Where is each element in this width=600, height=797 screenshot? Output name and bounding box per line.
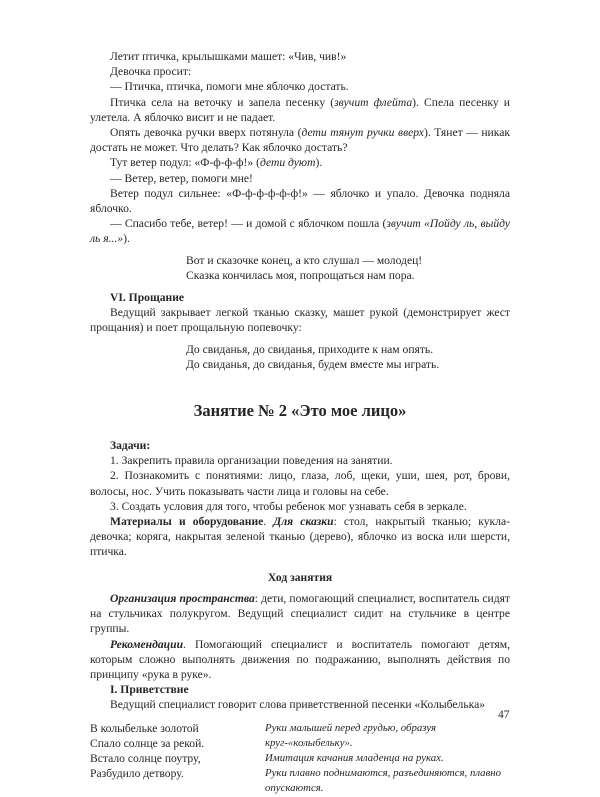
recommendations-paragraph xyxy=(90,637,510,683)
text-run: Тут ветер подул: «Ф-ф-ф-ф!» ( xyxy=(110,156,260,170)
organization-paragraph xyxy=(90,591,510,637)
story-line xyxy=(90,125,510,155)
story-line: — Ветер, ветер, помоги мне! xyxy=(110,171,253,185)
text-run: — Спасибо тебе, ветер! — и домой с яблочком пошла ( xyxy=(110,217,387,231)
verse-line: До свиданья, до свиданья, приходите к нам опять. xyxy=(186,342,434,356)
verse-line: До свиданья, до свиданья, будем вместе мы играть. xyxy=(186,357,440,371)
farewell-verse xyxy=(186,342,510,372)
text-run: ). Спела песенку и улетела. А яблочко висит и не падает. xyxy=(90,95,511,124)
story-line: Девочка просит: xyxy=(110,65,192,79)
text-run: ). xyxy=(123,232,130,246)
task-item: 1. Закрепить правила организации поведения на занятии. xyxy=(110,454,393,468)
tasks-heading: Задачи: xyxy=(110,439,151,453)
greeting-text: Ведущий специалист говорит слова приветственной песенки «Колыбелька» xyxy=(110,698,486,712)
page-content xyxy=(90,49,510,797)
tasks-label: Задачи xyxy=(110,439,147,453)
song-gestures xyxy=(265,721,510,797)
materials-label: Материалы и оборудование xyxy=(110,515,264,529)
gesture-line: Руки плавно поднимаются, разъединяются, плавно опускаются. xyxy=(265,767,502,795)
text-run: . xyxy=(263,515,274,529)
text-run: . Помогающий специалист и воспитатель помогают детям, которым сложно выполнять движения по подражанию, выполнять действия по принципу «рука в руке». xyxy=(90,637,510,681)
text-run: : стол, накрытый тканью; кукла-девочка; коряга, накрытая зеленой тканью (дерево), яблочко из воска или шерсти, птичка. xyxy=(90,515,510,559)
org-label: Организация пространства xyxy=(110,591,255,605)
task-item: 3. Создать условия для того, чтобы ребенок мог узнавать себя в зеркале. xyxy=(110,499,467,513)
stage-direction: звучит «Пойду ль, выйду ль я...» xyxy=(90,217,510,246)
story-line: Ветер подул сильнее: «Ф-ф-ф-ф-ф-ф!» — яблочко и упало. Девочка подняла яблочко. xyxy=(90,186,510,216)
course-heading: Ход занятия xyxy=(267,570,333,584)
rec-label: Рекомендации xyxy=(110,637,184,651)
gesture-line: Имитация качания младенца на руках. xyxy=(265,751,444,764)
gesture-line: Руки малышей перед грудью, образуя круг-«колыбельку». xyxy=(265,721,437,749)
lyric-line: В колыбельке золотой xyxy=(90,721,199,735)
text-run: Птичка села на веточку и запела песенку ( xyxy=(110,95,335,109)
lyric-line: Спало солнце за рекой. xyxy=(90,736,205,750)
story-line: Летит птичка, крылышками машет: «Чив, чив!» xyxy=(110,50,347,63)
text-run: Опять девочка ручки вверх потянула ( xyxy=(110,126,302,140)
stage-direction: дети дуют xyxy=(259,156,316,170)
section-heading-greeting: I. Приветствие xyxy=(110,683,189,697)
farewell-text: Ведущий закрывает легкой тканью сказку, машет рукой (демонстрирует жест прощания) и поет прощальную попевочку: xyxy=(90,306,510,335)
lesson-title: Занятие № 2 «Это мое лицо» xyxy=(193,401,407,421)
song-table xyxy=(90,721,510,797)
story-line: — Птичка, птичка, помоги мне яблочко достать. xyxy=(110,80,349,94)
stage-direction: звучит флейта xyxy=(334,95,413,109)
text-run: : дети, помогающий специалист, воспитатель сидят на стульчиках полукругом. Ведущий специалист сидит на стульчике в центре группы. xyxy=(90,591,511,636)
story-verse xyxy=(186,253,510,283)
text-run: ). xyxy=(315,156,323,170)
section-heading-farewell: VI. Прощание xyxy=(110,291,185,305)
lyric-line: Встало солнце поутру, xyxy=(90,751,201,765)
lyric-line: Разбудило детвору. xyxy=(90,767,184,781)
verse-line: Сказка кончилась моя, попрощаться нам пора. xyxy=(186,268,415,282)
tale-label: Для сказки xyxy=(273,515,334,529)
song-lyrics xyxy=(90,721,265,797)
story-line xyxy=(90,95,510,125)
story-line xyxy=(90,216,510,246)
verse-line: Вот и сказочке конец, а кто слушал — молодец! xyxy=(186,253,423,267)
page-number: 47 xyxy=(498,709,510,721)
task-item: 2. Познакомить с понятиями: лицо, глаза, лоб, щеки, уши, шея, рот, брови, волосы, нос. Учить показывать части лица и головы на себе. xyxy=(90,469,510,498)
stage-direction: дети тянут ручки вверх xyxy=(301,126,424,140)
story-line xyxy=(90,155,510,170)
materials-paragraph xyxy=(90,514,510,560)
text-run: ). Тянет — никак достать не может. Что делать? Как яблочко достать? xyxy=(90,126,510,155)
